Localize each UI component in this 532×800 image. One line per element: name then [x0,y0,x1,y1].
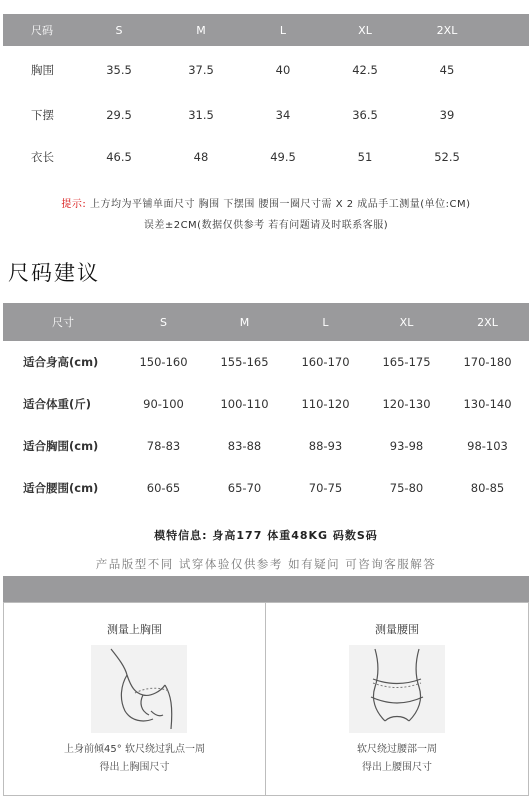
disclaimer: 产品版型不同 试穿体验仅供参考 如有疑问 可咨询客服解答 [95,557,437,571]
table-row [3,467,529,509]
bust-figure-svg [91,645,187,733]
row-label: 适合身高(cm) [23,355,99,369]
header-cell: S [160,315,167,329]
row-label: 衣长 [31,150,54,164]
tip-text: 上方均为平铺单面尺寸 胸围 下摆围 腰围一圈尺寸需 X 2 成品手工测量(单位:CM) [89,199,471,210]
table-cell: 75-80 [389,481,424,495]
table-cell: 42.5 [352,63,378,77]
table-row [3,425,529,467]
row-label: 下摆 [31,108,54,122]
row-label: 胸围 [31,63,54,77]
table-cell: 130-140 [463,397,512,411]
table-cell: 150-160 [139,355,188,369]
table-cell: 165-175 [382,355,431,369]
section-divider-band [3,576,529,602]
table-cell: 46.5 [106,150,132,164]
table-cell: 170-180 [463,355,512,369]
header-cell: S [115,23,123,37]
table-row [3,341,529,383]
row-label: 适合体重(斤) [23,397,92,411]
header-cell: L [322,315,329,329]
table-cell: 52.5 [434,150,460,164]
waist-figure-svg [349,645,445,733]
table-cell: 90-100 [143,397,184,411]
table-cell: 39 [439,108,455,122]
table-cell: 83-88 [227,439,262,453]
table-cell: 40 [275,63,291,77]
table-cell: 80-85 [470,481,505,495]
table-row [3,46,529,94]
header-cell: XL [358,23,372,37]
header-cell: 2XL [436,23,458,37]
header-cell: 尺寸 [52,316,74,329]
table-cell: 78-83 [146,439,181,453]
recommend-table-header [3,303,529,341]
table-cell: 29.5 [106,108,132,122]
table-cell: 35.5 [106,63,132,77]
tip-label: 提示: [61,199,87,210]
header-cell: 尺码 [31,24,53,37]
table-cell: 65-70 [227,481,262,495]
size-table-header [3,14,529,46]
table-cell: 45 [439,63,455,77]
recommend-table [3,303,529,509]
table-cell: 93-98 [389,439,424,453]
table-row [3,94,529,136]
waist-measure-panel [266,602,529,796]
table-cell: 155-165 [220,355,269,369]
measure-tip [0,195,532,210]
table-row [3,136,529,178]
table-row [3,383,529,425]
bust-measure-figure-icon [91,645,187,733]
table-cell: 51 [357,150,373,164]
table-cell: 100-110 [220,397,269,411]
table-cell: 160-170 [301,355,350,369]
panel-desc: 得出上腰围尺寸 [362,762,432,773]
table-cell: 49.5 [270,150,296,164]
header-cell: M [196,23,206,37]
row-label: 适合胸围(cm) [23,439,99,453]
size-table [3,14,529,178]
table-cell: 88-93 [308,439,343,453]
panel-desc: 软尺绕过腰部一周 [357,744,437,755]
panel-desc: 上身前倾45° 软尺绕过乳点一周 [64,744,205,755]
panel-title: 测量腰围 [375,623,419,636]
error-note: 误差±2CM(数据仅供参考 若有问题请及时联系客服) [143,220,389,231]
header-cell: L [279,23,287,37]
table-cell: 37.5 [188,63,214,77]
bust-measure-panel [3,602,266,796]
table-cell: 70-75 [308,481,343,495]
section-title: 尺码建议 [8,261,100,285]
header-cell: M [239,315,250,329]
row-label: 适合腰围(cm) [23,481,99,495]
header-cell: XL [399,315,414,329]
panel-title: 测量上胸围 [107,623,162,636]
header-cell: 2XL [477,315,498,329]
table-cell: 120-130 [382,397,431,411]
table-cell: 31.5 [188,108,214,122]
table-cell: 110-120 [301,397,350,411]
waist-measure-figure-icon [349,645,445,733]
table-cell: 36.5 [352,108,378,122]
model-info: 模特信息: 身高177 体重48KG 码数S码 [154,529,378,542]
panel-desc: 得出上胸围尺寸 [99,762,170,773]
table-cell: 60-65 [146,481,181,495]
table-cell: 98-103 [467,439,508,453]
table-cell: 48 [193,150,209,164]
table-cell: 34 [275,108,291,122]
